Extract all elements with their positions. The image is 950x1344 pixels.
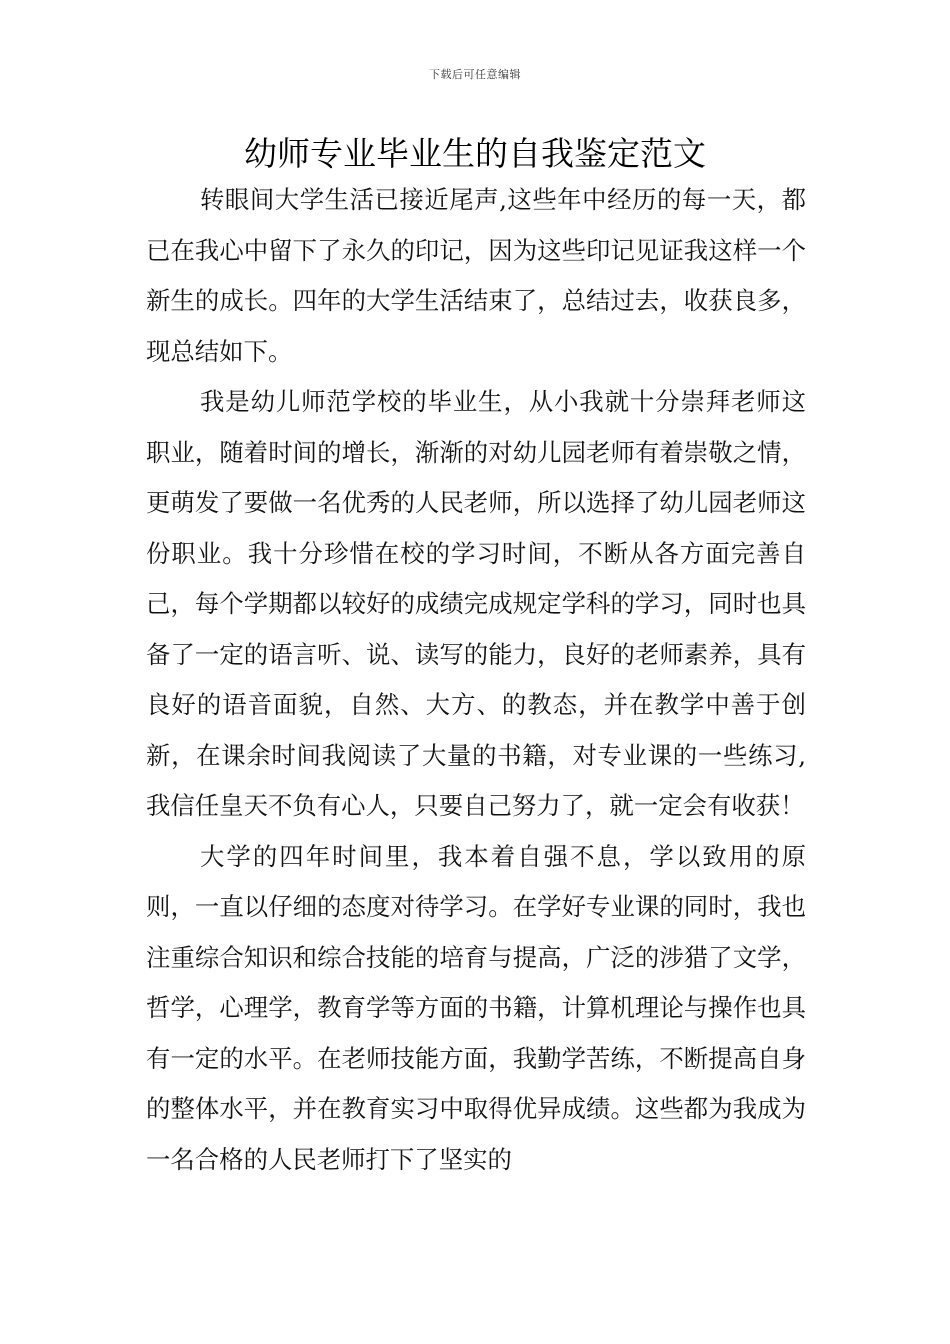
document-body [146, 175, 806, 1185]
paragraph-2: 我是幼儿师范学校的毕业生，从小我就十分崇拜老师这职业，随着时间的增长，渐渐的对幼儿园老师有着崇敬之情，更萌发了要做一名优秀的人民老师，所以选择了幼儿园老师这份职业。我十分珍惜在校的学习时间，不断从各方面完善自己，每个学期都以较好的成绩完成规定学科的学习，同时也具备了一定的语言听、说、读写的能力，良好的老师素养，具有良好的语音面貌，自然、大方、的教态，并在教学中善于创新，在课余时间我阅读了大量的书籍，对专业课的一些练习,我信任皇天不负有心人，只要自己努力了，就一定会有收获！ [146, 387, 806, 820]
document-title: 幼师专业毕业生的自我鉴定范文 [244, 134, 706, 173]
paragraph-3: 大学的四年时间里，我本着自强不息，学以致用的原则，一直以仔细的态度对待学习。在学好专业课的同时，我也注重综合知识和综合技能的培育与提高，广泛的涉猎了文学，哲学，心理学，教育学等方面的书籍，计算机理论与操作也具有一定的水平。在老师技能方面，我勤学苦练，不断提高自身的整体水平，并在教育实习中取得优异成绩。这些都为我成为一名合格的人民老师打下了坚实的 [146, 841, 806, 1174]
paragraph-1: 转眼间大学生活已接近尾声,这些年中经历的每一天，都已在我心中留下了永久的印记，因为这些印记见证我这样一个新生的成长。四年的大学生活结束了，总结过去，收获良多，现总结如下。 [146, 185, 806, 366]
header-note: 下载后可任意编辑 [429, 68, 521, 81]
